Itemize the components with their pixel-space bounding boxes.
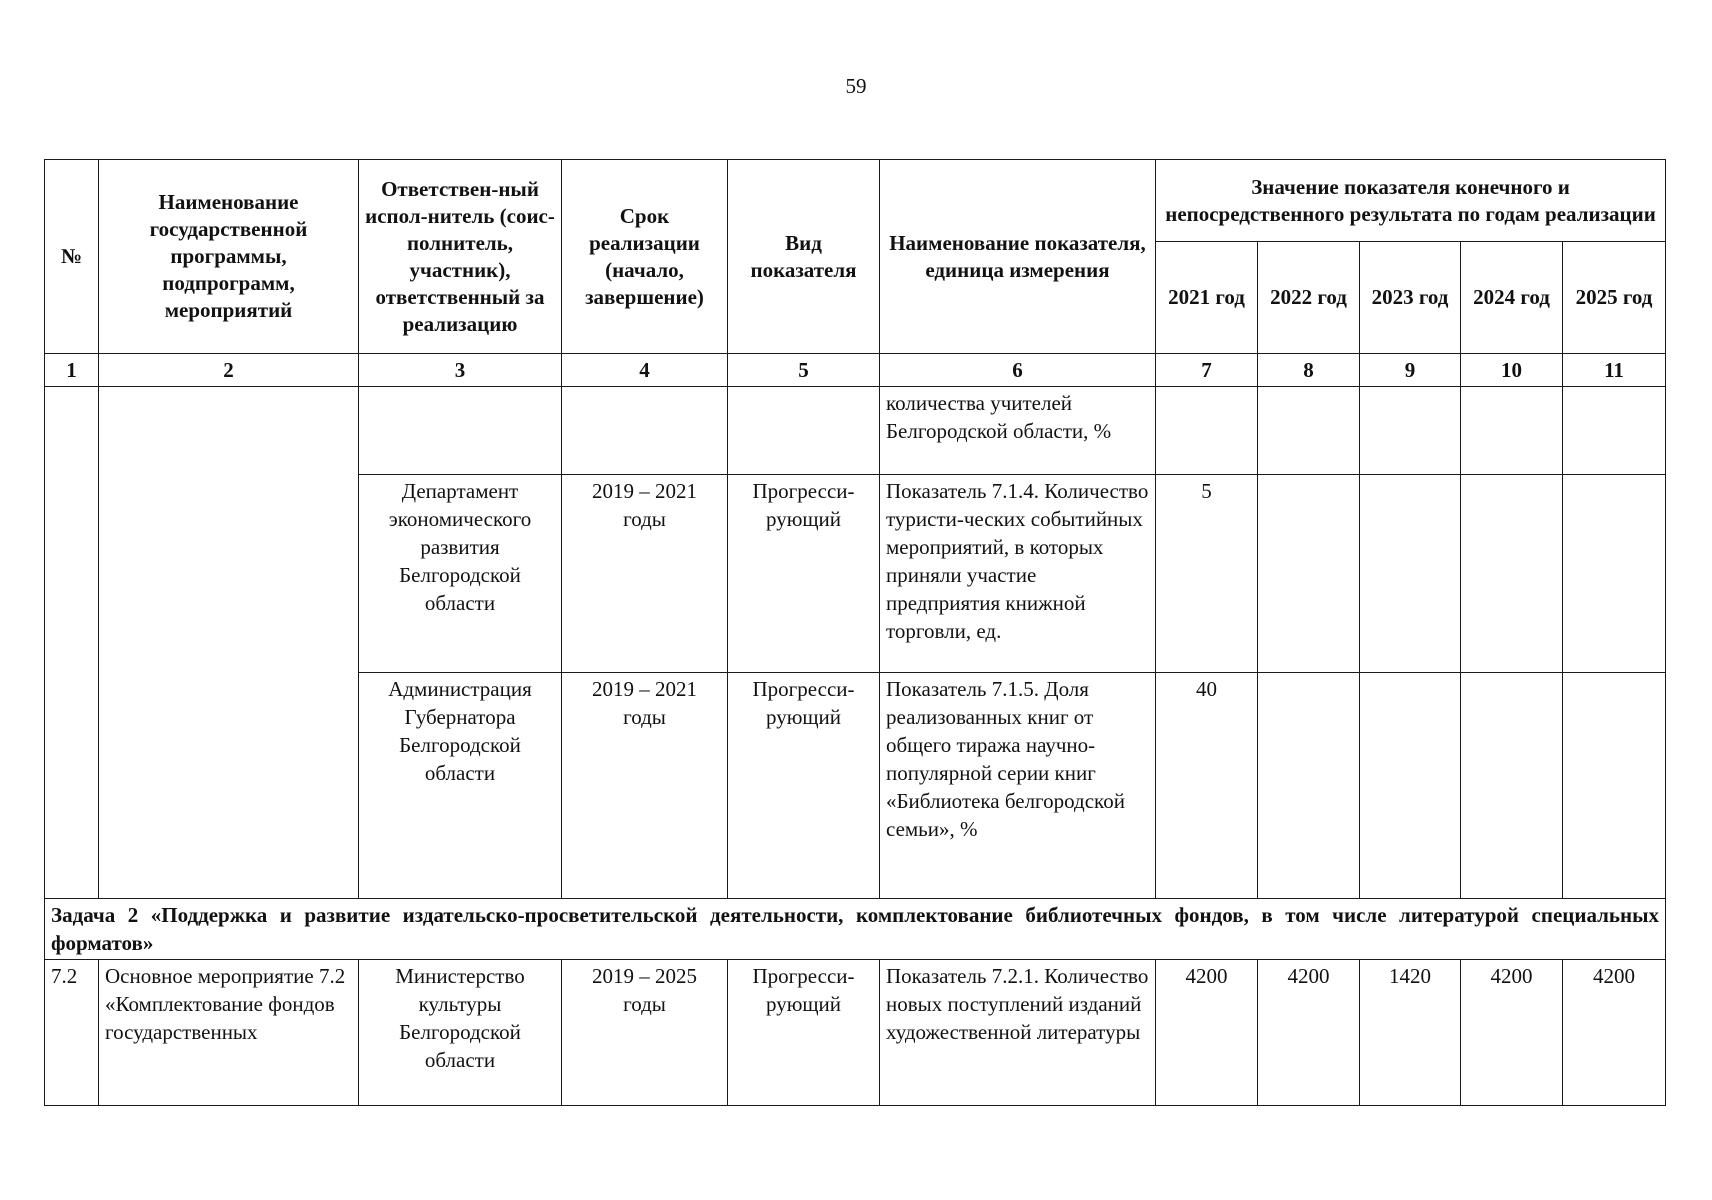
header-values-group: Значение показателя конечного и непосредственного результата по годам реализации [1156, 160, 1666, 242]
cell-indicator: количества учителей Белгородской области, % [880, 387, 1156, 475]
column-number: 6 [880, 354, 1156, 387]
cell-value [1461, 387, 1563, 475]
cell-number: 7.2 [45, 960, 99, 1106]
cell-responsible: Министерство культуры Белгородской области [359, 960, 562, 1106]
cell-term [562, 387, 728, 475]
cell-program-name [99, 387, 359, 899]
cell-value [1360, 387, 1461, 475]
cell-value [1360, 673, 1461, 899]
cell-value: 4200 [1258, 960, 1360, 1106]
header-number: № [45, 160, 99, 354]
column-number: 9 [1360, 354, 1461, 387]
header-responsible: Ответствен-ный испол-нитель (соис-полнитель, участник), ответственный за реализацию [359, 160, 562, 354]
header-year-2022: 2022 год [1258, 242, 1360, 354]
cell-type [728, 387, 880, 475]
page-number: 59 [845, 74, 867, 98]
cell-value: 1420 [1360, 960, 1461, 1106]
table-row [45, 387, 1666, 475]
cell-type: Прогресси-рующий [728, 960, 880, 1106]
column-number: 7 [1156, 354, 1258, 387]
task-row [45, 899, 1666, 960]
header-term: Срок реализации (начало, завершение) [562, 160, 728, 354]
cell-value [1461, 475, 1563, 673]
column-number: 10 [1461, 354, 1563, 387]
cell-term: 2019 – 2021 годы [562, 475, 728, 673]
cell-term: 2019 – 2025 годы [562, 960, 728, 1106]
column-number: 2 [99, 354, 359, 387]
cell-type: Прогресси-рующий [728, 673, 880, 899]
cell-value [1563, 387, 1666, 475]
column-number-row [45, 354, 1666, 387]
column-number: 4 [562, 354, 728, 387]
task-heading: Задача 2 «Поддержка и развитие издательско-просветительской деятельности, комплектование библиотечных фондов, в том числе литературой специальных форматов» [45, 899, 1666, 960]
header-year-2024: 2024 год [1461, 242, 1563, 354]
cell-indicator: Показатель 7.1.5. Доля реализованных книг от общего тиража научно-популярной серии книг «Библиотека белгородской семьи», % [880, 673, 1156, 899]
cell-value [1156, 387, 1258, 475]
header-year-2021: 2021 год [1156, 242, 1258, 354]
cell-value [1461, 673, 1563, 899]
cell-value [1563, 475, 1666, 673]
cell-responsible [359, 387, 562, 475]
column-number: 3 [359, 354, 562, 387]
cell-indicator: Показатель 7.1.4. Количество туристи-ческих событийных мероприятий, в которых приняли участие предприятия книжной торговли, ед. [880, 475, 1156, 673]
cell-value [1563, 673, 1666, 899]
cell-responsible: Департамент экономического развития Белгородской области [359, 475, 562, 673]
header-program-name: Наименование государственной программы, подпрограмм, мероприятий [99, 160, 359, 354]
cell-type: Прогресси-рующий [728, 475, 880, 673]
cell-value [1258, 673, 1360, 899]
indicators-table [44, 159, 1666, 1106]
cell-number [45, 387, 99, 899]
cell-value: 4200 [1156, 960, 1258, 1106]
column-number: 11 [1563, 354, 1666, 387]
cell-value: 4200 [1461, 960, 1563, 1106]
cell-value: 5 [1156, 475, 1258, 673]
cell-value: 40 [1156, 673, 1258, 899]
cell-term: 2019 – 2021 годы [562, 673, 728, 899]
header-year-2023: 2023 год [1360, 242, 1461, 354]
cell-value [1258, 387, 1360, 475]
cell-value [1258, 475, 1360, 673]
cell-indicator: Показатель 7.2.1. Количество новых поступлений изданий художественной литературы [880, 960, 1156, 1106]
column-number: 1 [45, 354, 99, 387]
column-number: 8 [1258, 354, 1360, 387]
header-indicator-name: Наименование показателя, единица измерения [880, 160, 1156, 354]
cell-value: 4200 [1563, 960, 1666, 1106]
header-indicator-type: Вид показателя [728, 160, 880, 354]
cell-responsible: Администрация Губернатора Белгородской области [359, 673, 562, 899]
table-row [45, 960, 1666, 1106]
header-year-2025: 2025 год [1563, 242, 1666, 354]
cell-program-name: Основное мероприятие 7.2 «Комплектование фондов государственных [99, 960, 359, 1106]
cell-value [1360, 475, 1461, 673]
column-number: 5 [728, 354, 880, 387]
